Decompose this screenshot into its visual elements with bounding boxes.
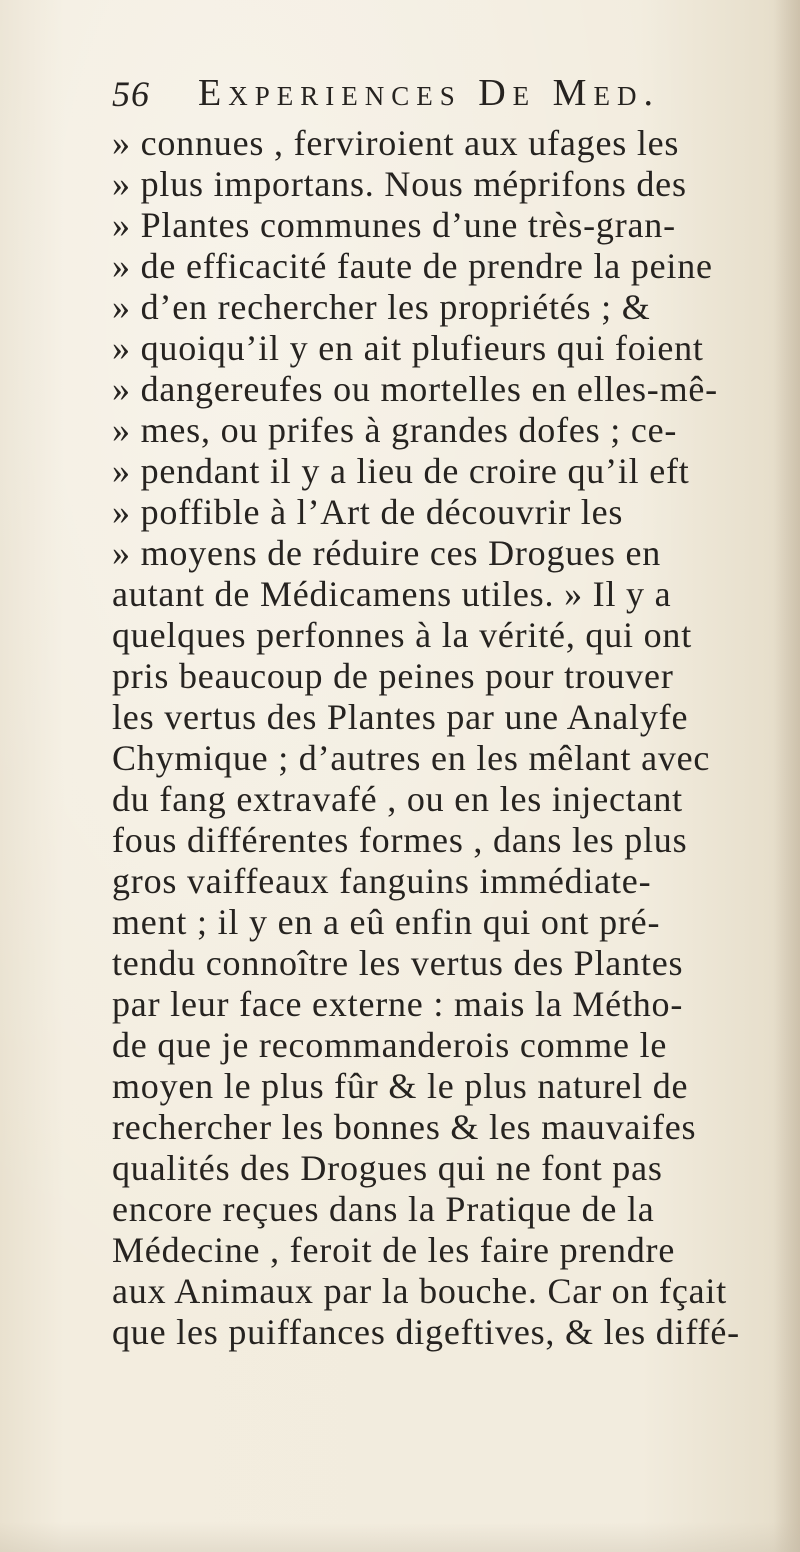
text-line: » connues , ferviroient aux ufages les xyxy=(112,123,680,163)
text-line: tendu connoître les vertus des Plantes xyxy=(112,943,684,983)
text-line: encore reçues dans la Pratique de la xyxy=(112,1189,655,1229)
page-number: 56 xyxy=(112,74,150,114)
text-line: » de efficacité faute de prendre la peine xyxy=(112,246,713,286)
text-line: qualités des Drogues qui ne font pas xyxy=(112,1148,663,1188)
text-line: ment ; il y en a eû enfin qui ont pré- xyxy=(112,902,661,942)
text-line: » dangereufes ou mortelles en elles-mê- xyxy=(112,369,718,409)
text-line: » plus importans. Nous méprifons des xyxy=(112,164,687,204)
text-line: » d’en rechercher les propriétés ; & xyxy=(112,287,651,327)
text-line: que les puiffances digeftives, & les diffé- xyxy=(112,1312,740,1352)
text-line: Médecine , feroit de les faire prendre xyxy=(112,1230,676,1270)
text-line: du fang extravafé , ou en les injectant xyxy=(112,779,683,819)
text-line: autant de Médicamens utiles. » Il y a xyxy=(112,574,672,614)
text-line: les vertus des Plantes par une Analyfe xyxy=(112,697,689,737)
text-line: » mes, ou prifes à grandes dofes ; ce- xyxy=(112,410,678,450)
text-line: gros vaiffeaux fanguins immédiate- xyxy=(112,861,652,901)
page-bottom-shadow xyxy=(0,1522,800,1552)
text-line: quelques perfonnes à la vérité, qui ont xyxy=(112,615,693,655)
text-line: rechercher les bonnes & les mauvaifes xyxy=(112,1107,697,1147)
text-line: de que je recommanderois comme le xyxy=(112,1025,668,1065)
text-line: fous différentes formes , dans les plus xyxy=(112,820,688,860)
page-edge-shadow xyxy=(774,0,800,1552)
text-line: par leur face externe : mais la Métho- xyxy=(112,984,684,1024)
text-line: Chymique ; d’autres en les mêlant avec xyxy=(112,738,711,778)
text-line: » poffible à l’Art de découvrir les xyxy=(112,492,624,532)
text-line: » Plantes communes d’une très-gran- xyxy=(112,205,676,245)
text-line: aux Animaux par la bouche. Car on fçait xyxy=(112,1271,728,1311)
running-head: Experiences De Med. xyxy=(198,72,660,114)
text-line: » quoiqu’il y en ait plufieurs qui foient xyxy=(112,328,704,368)
text-line: moyen le plus fûr & le plus naturel de xyxy=(112,1066,689,1106)
text-line: pris beaucoup de peines pour trouver xyxy=(112,656,674,696)
text-line: » pendant il y a lieu de croire qu’il eft xyxy=(112,451,690,491)
page-header xyxy=(112,64,792,124)
text-line: » moyens de réduire ces Drogues en xyxy=(112,533,662,573)
